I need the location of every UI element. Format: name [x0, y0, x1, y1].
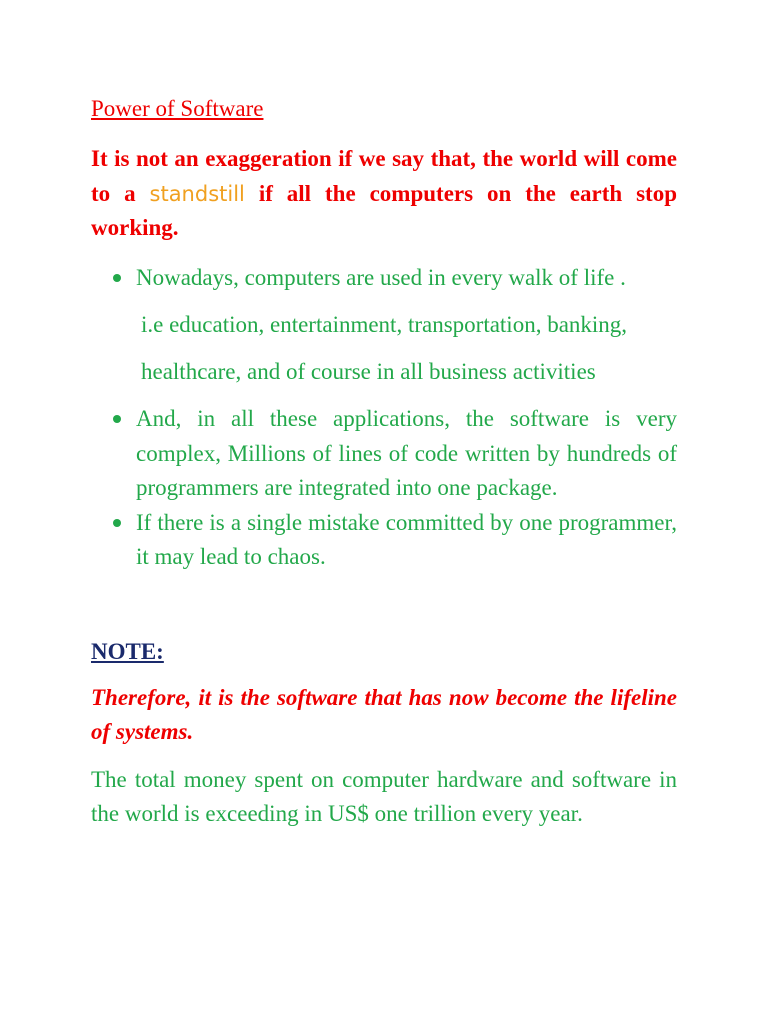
document-content — [91, 95, 677, 832]
document-title: Power of Software — [91, 96, 264, 121]
intro-text-before: It is not an exaggeration if we say that, the world will come to a — [91, 146, 677, 206]
bullet-1-line-1: Nowadays, computers are used in every walk of life . — [136, 264, 626, 290]
bullet-dot-icon — [113, 415, 121, 423]
closing-paragraph: The total money spent on computer hardware and software in the world is exceeding in US$ one trillion every year. — [91, 766, 677, 826]
intro-text-after: if all the computers on the earth stop working. — [91, 180, 677, 240]
bullet-list — [91, 261, 677, 575]
bullet-2-text: And, in all these applications, the software is very complex, Millions of lines of code written by hundreds of programmers are integrated into one package. — [136, 406, 677, 500]
note-heading: NOTE: — [91, 638, 164, 664]
bullet-item-computers-usage — [91, 261, 677, 390]
bullet-dot-icon — [113, 519, 121, 527]
bullet-dot-icon — [113, 274, 121, 282]
bullet-3-text: If there is a single mistake committed by one programmer, it may lead to chaos. — [136, 509, 677, 569]
intro-paragraph — [91, 142, 677, 246]
bullet-1-line-3: healthcare, and of course in all business activities — [141, 358, 596, 384]
intro-highlight-word: standstill — [149, 181, 245, 206]
note-body: Therefore, it is the software that has now become the lifeline of systems. — [91, 684, 677, 744]
bullet-item-single-mistake — [91, 506, 677, 575]
bullet-1-line-2: i.e education, entertainment, transportation, banking, — [141, 312, 628, 337]
bullet-item-software-complexity — [91, 402, 677, 506]
